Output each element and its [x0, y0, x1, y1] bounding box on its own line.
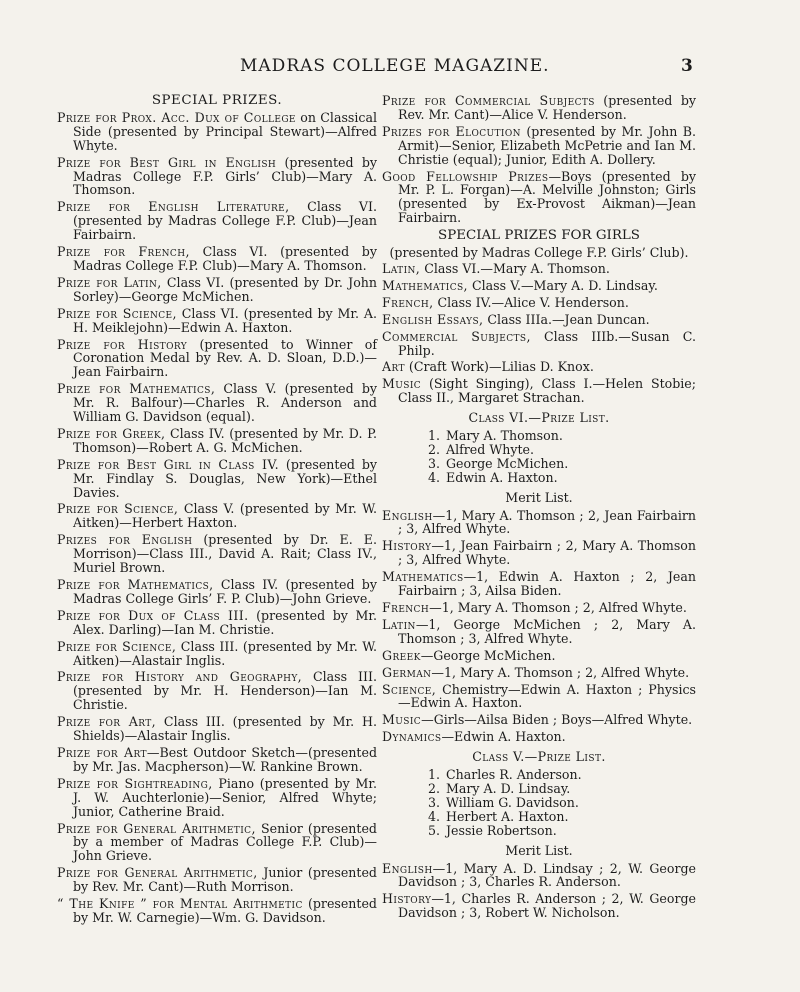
prize-entry-details: Piano (presented by Mr. J. W. Auchterlonie)—Senior, Alfred Whyte; Junior, Catherine Braid.	[73, 775, 377, 819]
prize-entry-details: Class VI. (presented by Madras College F.P. Club)—Jean Fairbairn.	[73, 199, 377, 243]
merit-entry	[382, 862, 696, 890]
special-prizes-list	[57, 111, 377, 925]
merit-entry-details: —1, Mary A. Thomson ; 2, Alfred Whyte.	[429, 600, 687, 615]
prize-list-item	[422, 443, 696, 457]
prize-entry-title: Prize for Art,	[57, 714, 157, 730]
prize-list-item-name: George McMichen.	[446, 455, 569, 471]
prize-list-item-number: 1.	[427, 428, 440, 444]
girls-prize-entry	[382, 377, 696, 405]
merit-entry-title: Science,	[382, 681, 437, 697]
prize-entry	[382, 170, 696, 226]
prize-entry	[57, 640, 377, 668]
prize-entry	[57, 338, 377, 380]
merit-entry	[382, 649, 696, 663]
prize-list-item-number: 3.	[427, 794, 440, 810]
prize-entry	[57, 156, 377, 198]
merit-entry	[382, 618, 696, 646]
prize-entry	[57, 866, 377, 894]
girls-prizes-subheading: (presented by Madras College F.P. Girls’ Club).	[389, 245, 689, 261]
prize-list-item-name: Mary A. Thomson.	[446, 428, 563, 444]
prize-entry-title: Prize for French,	[57, 244, 190, 260]
prize-list-item-name: Edwin A. Haxton.	[446, 469, 558, 485]
prize-entry-details: Class IV. (presented by Madras College Girls’ F. P. Club)—John Grieve.	[73, 577, 377, 606]
merit-entry	[382, 539, 696, 567]
merit-entry-title: Latin	[382, 616, 416, 632]
prize-entry-title: Prize for Latin,	[57, 274, 162, 290]
girls-prize-entry-details: Class VI.—Mary A. Thomson.	[420, 260, 610, 276]
girls-prizes-heading: SPECIAL PRIZES FOR GIRLS	[438, 228, 640, 244]
prize-entry	[57, 502, 377, 530]
prize-entry-details: (presented to Winner of Coronation Medal by Rev. A. D. Sloan, D.D.)—Jean Fairbairn.	[73, 336, 377, 380]
prize-entry-details: (presented by Mr. W. Carnegie)—Wm. G. Davidson.	[73, 896, 377, 925]
prize-entry-details: Class IV. (presented by Mr. D. P. Thomson)—Robert A. G. McMichen.	[73, 425, 378, 455]
prize-entry-title: Prize for Commercial Subjects	[382, 93, 595, 108]
merit-entry	[382, 666, 696, 680]
page-number: 3	[681, 56, 693, 76]
prize-list-item	[422, 810, 696, 824]
merit-entry-details: —George McMichen.	[420, 647, 556, 663]
merit-entry-title: Music	[382, 712, 422, 728]
prize-entry-title: Prize for Mathematics,	[57, 577, 214, 592]
prize-entry-details: Class VI. (presented by Madras College F.P. Club)—Mary A. Thomson.	[73, 244, 377, 273]
merit-entry-title: Greek	[382, 647, 421, 663]
merit-entry-details: —1, George McMichen ; 2, Mary A. Thomson ; 3, Alfred Whyte.	[398, 616, 696, 646]
prize-entry-title: Prizes for English	[57, 532, 193, 548]
merit-entry-title: Dynamics	[382, 729, 442, 745]
prize-entry-details: Class V. (presented by Mr. W. Aitken)—Herbert Haxton.	[73, 501, 377, 531]
prize-entry	[57, 609, 377, 637]
girls-prize-entry-details: Class V.—Mary A. D. Lindsay.	[467, 277, 658, 293]
prize-list-item	[422, 471, 696, 485]
prize-entry-title: Prize for Greek,	[57, 425, 166, 441]
girls-prize-entry-title: English Essays,	[382, 311, 484, 327]
prize-entry	[57, 458, 377, 500]
prize-entry-title: Prize for History	[57, 336, 188, 352]
prize-entry-details: (presented by Mr. Alex. Darling)—Ian M. Christie.	[73, 607, 377, 637]
merit-entry	[382, 683, 696, 711]
girls-prize-entry	[382, 296, 696, 310]
prize-entry	[382, 125, 696, 167]
prize-list-item-number: 2.	[427, 780, 440, 796]
merit-entry	[382, 601, 696, 615]
class-v-merit-list-heading: Merit List.	[505, 842, 573, 858]
merit-entry-title: Mathematics	[382, 569, 464, 585]
prize-entry-details: Class III. (presented by Mr. H. Shields)—Alastair Inglis.	[73, 714, 378, 744]
prize-entry	[57, 746, 377, 774]
girls-prize-entry	[382, 360, 696, 374]
prize-list-item	[422, 768, 696, 782]
prize-entry-details: (presented by Dr. E. E. Morrison)—Class III., David A. Rait; Class IV., Muriel Brown.	[73, 532, 377, 576]
girls-prize-entry-title: Mathematics,	[382, 277, 468, 293]
class-v-merit-list	[382, 862, 696, 921]
class-v-prize-list-heading: Class V.—Prize List.	[472, 749, 606, 765]
prize-entry-details: on Classical Side (presented by Principal Stewart)—Alfred Whyte.	[73, 109, 377, 153]
class-vi-merit-list	[382, 509, 696, 745]
prize-entry-details: Class V. (presented by Mr. R. Balfour)—Charles R. Anderson and William G. Davidson (equal).	[73, 381, 377, 425]
girls-prize-entry-title: Commercial Subjects,	[382, 328, 531, 344]
prize-entry-details: (presented by Mr. John B. Armit)—Senior, Elizabeth McPetrie and Ian M. Christie (equal); Junior, Edith A. Dollery.	[398, 123, 697, 167]
prize-entry	[57, 897, 377, 925]
prize-entry-title: Prize for Prox. Acc. Dux of College	[57, 109, 296, 125]
magazine-title: MADRAS COLLEGE MAGAZINE.	[240, 56, 550, 76]
prize-entry-title: Prize for Mathematics,	[57, 381, 216, 397]
prize-entry-details: Class III. (presented by Mr. H. Henderson)—Ian M. Christie.	[73, 669, 377, 713]
prize-list-item-name: William G. Davidson.	[446, 794, 579, 810]
merit-entry-details: Chemistry—Edwin A. Haxton ; Physics—Edwin A. Haxton.	[398, 681, 696, 711]
prize-list-item-name: Herbert A. Haxton.	[446, 808, 569, 824]
prize-list-item	[422, 824, 696, 838]
prize-entry-details: Senior (presented by a member of Madras College F.P. Club)—John Grieve.	[73, 820, 377, 864]
prize-entry	[57, 307, 377, 335]
merit-entry	[382, 730, 696, 744]
girls-prize-entry-title: French,	[382, 294, 434, 310]
prize-entry-details: Class VI. (presented by Mr. A. H. Meiklejohn)—Edwin A. Haxton.	[73, 305, 377, 335]
prize-list-item	[422, 796, 696, 810]
girls-prize-entry-title: Music	[382, 376, 422, 392]
prize-entry-title: Good Fellowship Prizes	[382, 168, 549, 184]
class-vi-prize-list-heading: Class VI.—Prize List.	[468, 410, 610, 426]
prize-entry	[57, 578, 377, 606]
right-column	[382, 94, 696, 923]
prize-entry	[382, 94, 696, 122]
merit-entry-title: English	[382, 507, 433, 523]
merit-entry	[382, 570, 696, 598]
girls-prize-entry	[382, 279, 696, 293]
girls-prize-entry-title: Latin,	[382, 260, 421, 276]
prize-list-item-name: Mary A. D. Lindsay.	[446, 780, 571, 796]
prize-entry-details: —Boys (presented by Mr. P. L. Forgan)—A. Melville Johnston; Girls (presented by Ex-Provost Aikman)—Jean Fairbairn.	[398, 168, 696, 226]
prize-list-item-number: 2.	[427, 441, 440, 457]
prize-entry-details: (presented by Rev. Mr. Cant)—Alice V. Henderson.	[398, 93, 697, 122]
girls-prize-entry-details: Class IIIa.—Jean Duncan.	[483, 311, 650, 327]
merit-entry-details: —Edwin A. Haxton.	[441, 729, 566, 745]
merit-entry-title: History	[382, 891, 432, 907]
merit-entry-details: —1, Charles R. Anderson ; 2, W. George Davidson ; 3, Robert W. Nicholson.	[398, 891, 696, 921]
prize-list-item-name: Charles R. Anderson.	[446, 767, 582, 783]
prize-entry	[57, 200, 377, 242]
prize-entry-title: Prize for Science,	[57, 501, 179, 517]
girls-prize-entry-details: Class IV.—Alice V. Henderson.	[433, 294, 629, 310]
girls-prize-entry-details: (Sight Singing), Class I.—Helen Stobie; Class II., Margaret Strachan.	[398, 376, 696, 406]
merit-entry-details: —1, Jean Fairbairn ; 2, Mary A. Thomson ; 3, Alfred Whyte.	[398, 538, 696, 568]
prize-entry-title: “ The Knife ” for Mental Arithmetic	[57, 896, 303, 912]
prize-entry-title: Prize for Science,	[57, 305, 177, 321]
prize-entry	[57, 670, 377, 712]
prize-entry	[57, 715, 377, 743]
prize-entry-details: Class VI. (presented by Dr. John Sorley)—George McMichen.	[73, 274, 377, 304]
prize-entry	[57, 382, 377, 424]
prize-entry	[57, 427, 377, 455]
merit-entry-title: English	[382, 860, 433, 876]
prize-entry-title: Prize for Science,	[57, 638, 177, 654]
prize-entry-title: Prize for General Arithmetic,	[57, 820, 256, 836]
prize-list-item	[422, 782, 696, 796]
prize-entry-details: (presented by Madras College F.P. Girls’ Club)—Mary A. Thomson.	[73, 154, 378, 198]
prize-entry-title: Prize for Dux of Class III.	[57, 607, 249, 623]
prize-entry-details: Class III. (presented by Mr. W. Aitken)—Alastair Inglis.	[73, 638, 377, 668]
girls-prize-entry	[382, 262, 696, 276]
class-v-prize-list	[382, 768, 696, 838]
prize-entry-title: Prize for General Arithmetic,	[57, 865, 258, 881]
merit-entry	[382, 713, 696, 727]
prize-list-item-number: 4.	[427, 808, 440, 824]
merit-entry-title: German	[382, 664, 432, 680]
merit-entry-details: —Girls—Ailsa Biden ; Boys—Alfred Whyte.	[421, 712, 693, 728]
girls-prizes-list	[382, 262, 696, 405]
girls-prize-entry-title: Art	[382, 359, 405, 375]
page-header	[0, 56, 800, 80]
prize-entry-title: Prize for Best Girl in Class IV.	[57, 456, 280, 472]
merit-entry-title: History	[382, 538, 432, 554]
prize-entry-title: Prize for English Literature,	[57, 199, 290, 215]
prize-entry-title: Prizes for Elocution	[382, 123, 521, 139]
left-column	[57, 94, 377, 928]
girls-prize-entry	[382, 330, 696, 358]
prize-entry	[57, 777, 377, 819]
prize-entry-details: —Best Outdoor Sketch—(presented by Mr. Jas. Macpherson)—W. Rankine Brown.	[73, 744, 378, 774]
class-vi-prize-list	[382, 429, 696, 485]
other-prizes-list	[382, 94, 696, 225]
prize-entry	[57, 276, 377, 304]
prize-entry-title: Prize for Best Girl in English	[57, 154, 277, 170]
prize-list-item	[422, 429, 696, 443]
prize-list-item-number: 3.	[427, 455, 440, 471]
prize-entry-details: (presented by Mr. Findlay S. Douglas, New York)—Ethel Davies.	[73, 456, 378, 500]
girls-prize-entry-details: Class IIIb.—Susan C. Philp.	[398, 328, 696, 358]
merit-entry	[382, 892, 696, 920]
prize-entry-details: Junior (presented by Rev. Mr. Cant)—Ruth Morrison.	[73, 865, 377, 895]
merit-entry-details: —1, Mary A. D. Lindsay ; 2, W. George Davidson ; 3, Charles R. Anderson.	[398, 860, 696, 890]
class-vi-merit-list-heading: Merit List.	[505, 489, 573, 505]
girls-prize-entry-details: (Craft Work)—Lilias D. Knox.	[404, 359, 594, 375]
prize-entry	[57, 245, 377, 273]
merit-entry-title: French	[382, 600, 430, 615]
prize-list-item-name: Alfred Whyte.	[446, 441, 535, 457]
prize-entry-title: Prize for History and Geography,	[57, 669, 303, 685]
merit-entry-details: —1, Mary A. Thomson ; 2, Jean Fairbairn ; 3, Alfred Whyte.	[398, 507, 696, 537]
prize-list-item-name: Jessie Robertson.	[446, 822, 557, 838]
prize-entry	[57, 111, 377, 153]
merit-entry-details: —1, Mary A. Thomson ; 2, Alfred Whyte.	[431, 664, 690, 680]
prize-entry-title: Prize for Sightreading,	[57, 775, 213, 791]
prize-list-item-number: 1.	[427, 767, 440, 783]
girls-prize-entry	[382, 313, 696, 327]
special-prizes-heading: SPECIAL PRIZES.	[151, 93, 283, 108]
merit-entry-details: —1, Edwin A. Haxton ; 2, Jean Fairbairn ; 3, Ailsa Biden.	[398, 569, 696, 599]
prize-entry	[57, 533, 377, 575]
prize-list-item-number: 4.	[427, 469, 440, 485]
merit-entry	[382, 509, 696, 537]
prize-entry	[57, 822, 377, 864]
prize-entry-title: Prize for Art	[57, 744, 147, 760]
prize-list-item	[422, 457, 696, 471]
prize-list-item-number: 5.	[427, 822, 440, 838]
